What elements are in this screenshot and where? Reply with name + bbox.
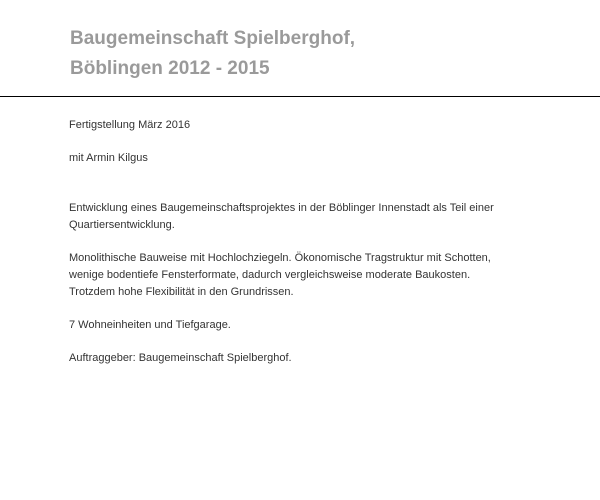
spacer xyxy=(69,301,589,317)
construction-text-line: wenige bodentiefe Fensterformate, dadurch vergleichsweise moderate Baukosten. xyxy=(69,269,471,281)
page-title xyxy=(70,24,590,84)
collaborator: mit Armin Kilgus xyxy=(69,152,148,164)
spacer xyxy=(69,334,589,350)
title-line-location-years: Böblingen 2012 - 2015 xyxy=(70,58,270,79)
construction-text-line: Trotzdem hohe Flexibilität in den Grundrissen. xyxy=(69,286,294,298)
construction-text-line: Monolithische Bauweise mit Hochlochziegeln. Ökonomische Tragstruktur mit Schotten, xyxy=(69,252,491,264)
intro-text-line: Quartiersentwicklung. xyxy=(69,219,175,231)
title-line-project: Baugemeinschaft Spielberghof, xyxy=(70,28,356,49)
units-text: 7 Wohneinheiten und Tiefgarage. xyxy=(69,319,231,331)
project-description xyxy=(69,117,589,367)
spacer xyxy=(69,167,589,200)
client-text: Auftraggeber: Baugemeinschaft Spielberghof. xyxy=(69,352,292,364)
spacer xyxy=(69,134,589,150)
header-divider xyxy=(0,96,600,97)
completion-date: Fertigstellung März 2016 xyxy=(69,119,191,131)
intro-text-line: Entwicklung eines Baugemeinschaftsprojektes in der Böblinger Innenstadt als Teil einer xyxy=(69,202,494,214)
spacer xyxy=(69,234,589,250)
